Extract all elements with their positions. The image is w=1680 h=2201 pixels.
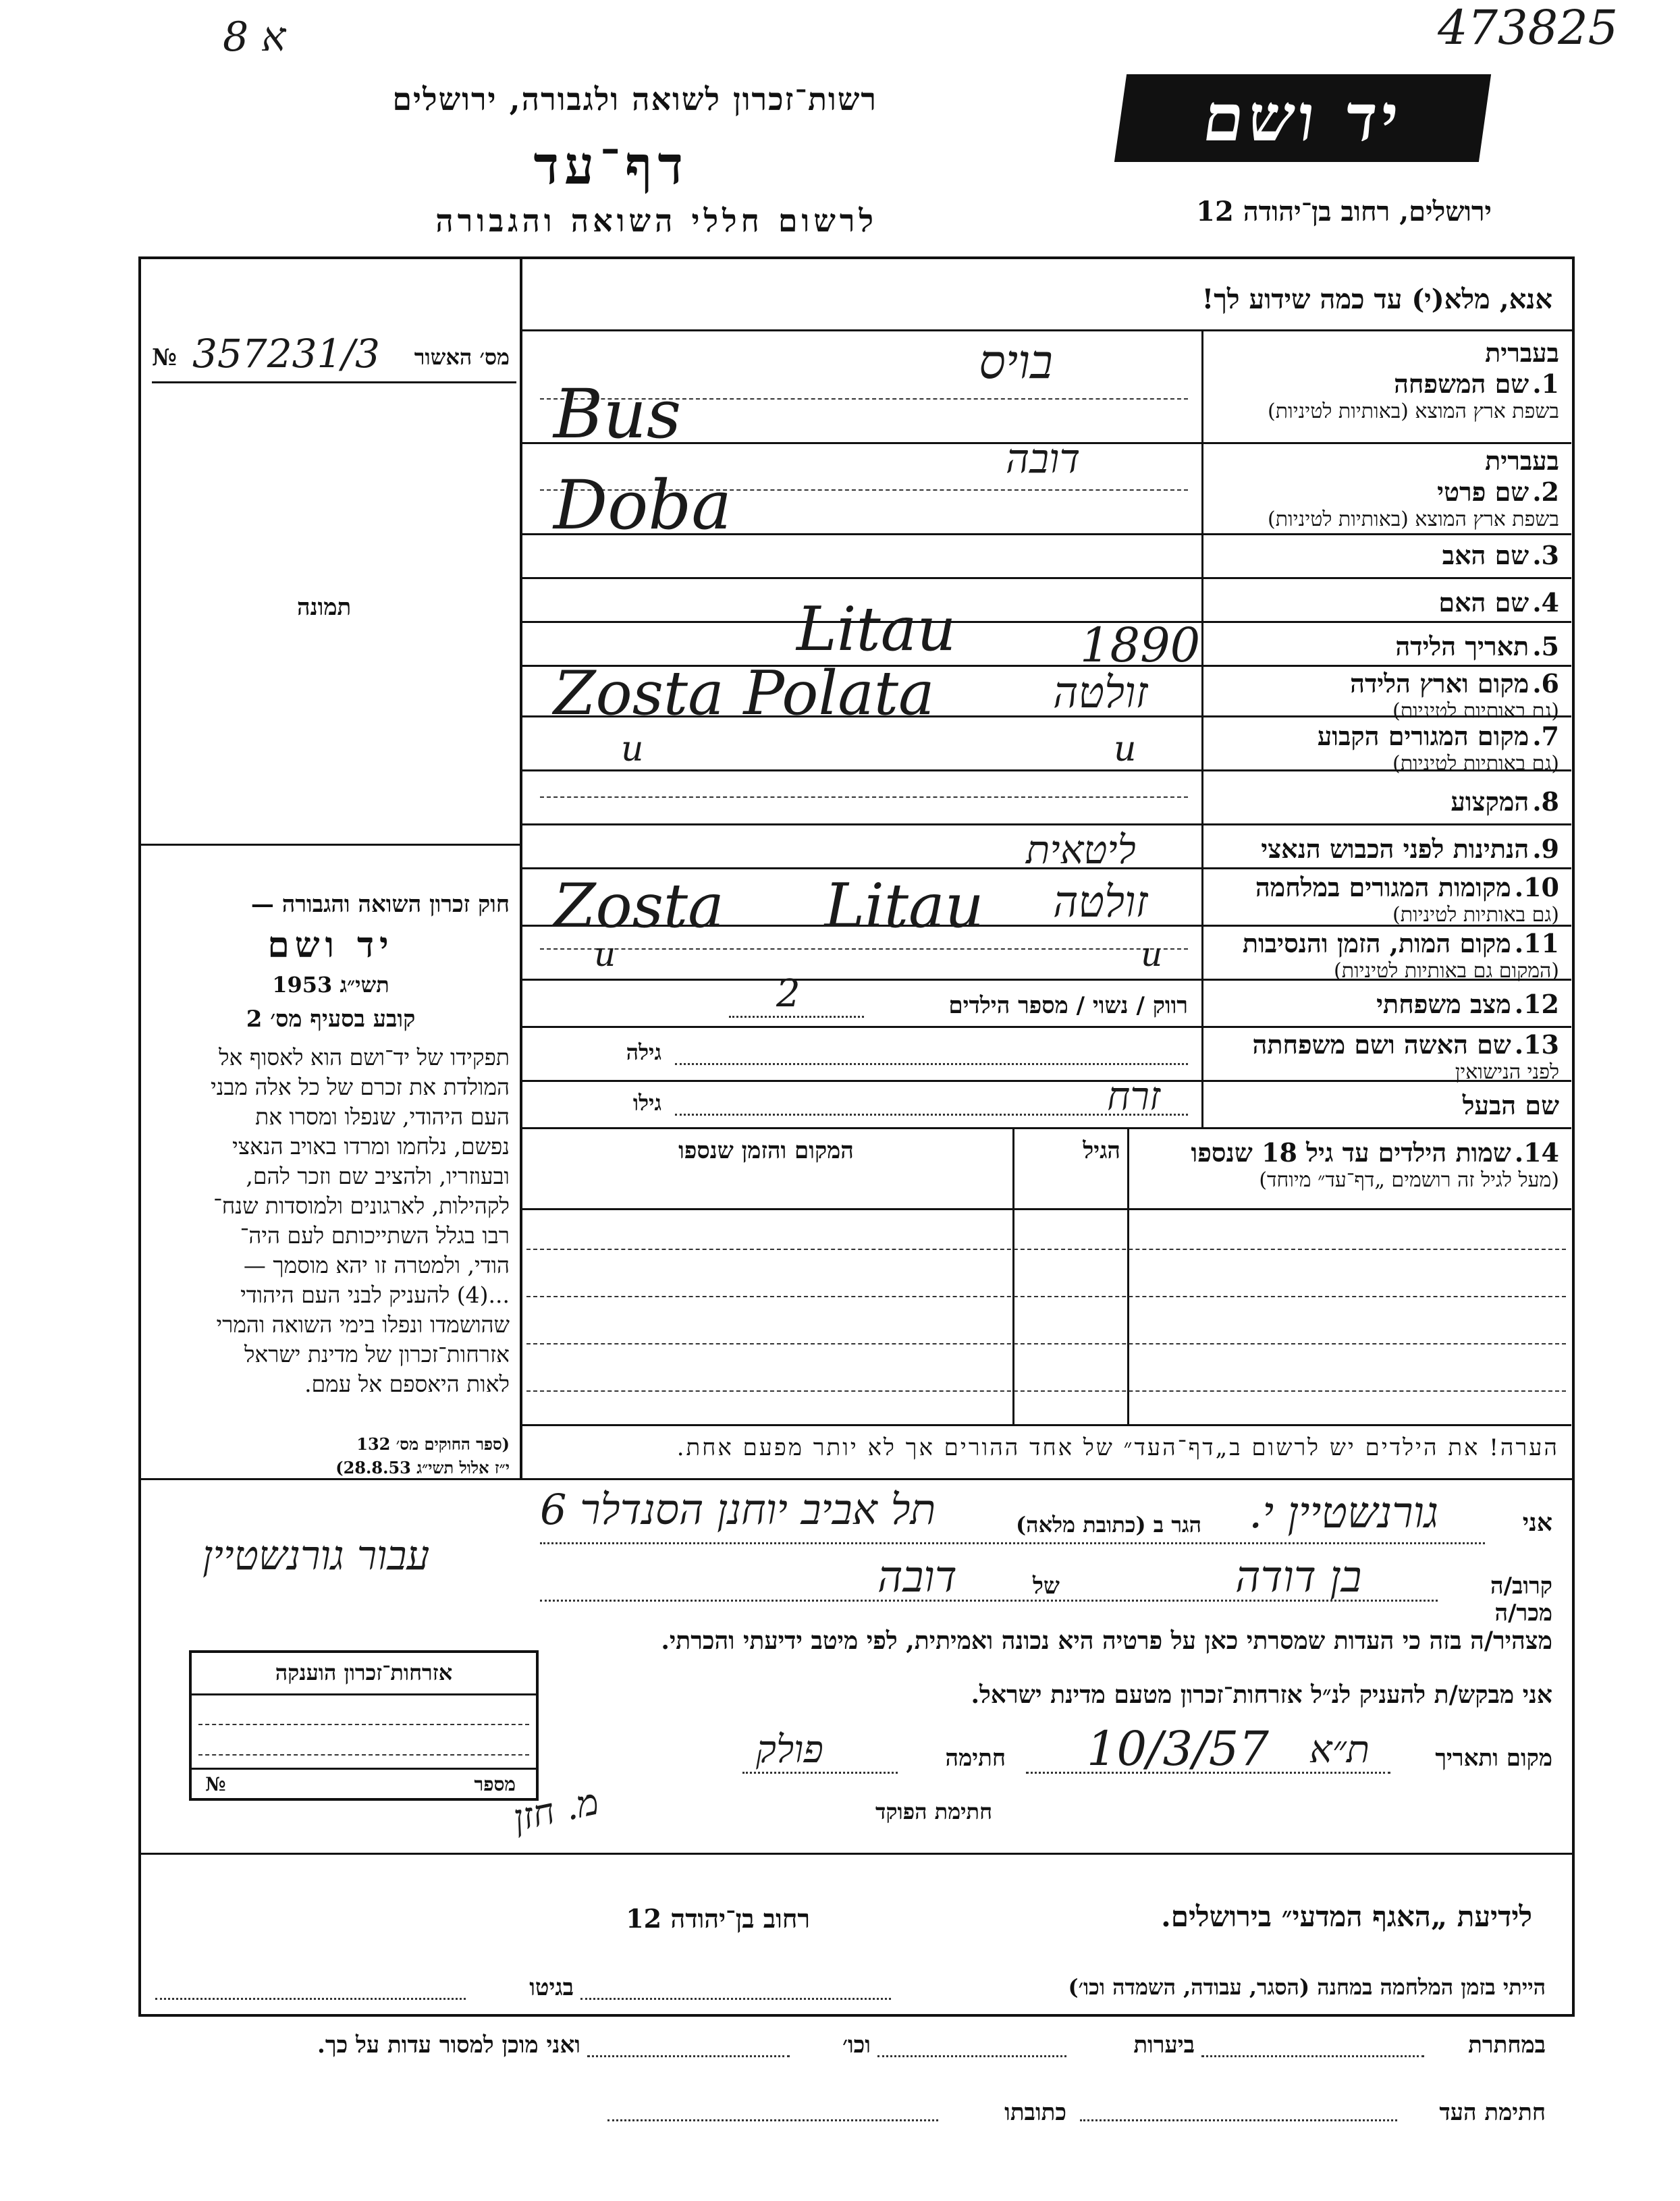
field-status-label: מצב משפחתי (1376, 989, 1511, 1019)
approval-field[interactable] (152, 331, 516, 378)
field-death-label: מקום המות, הזמן והנסיבות (1242, 928, 1511, 958)
instruction: אנא, מלא(י) עד כמה שידוע לך! (1201, 283, 1552, 315)
law-line: ...(4) להעניק לבני העם היהודי (240, 1282, 510, 1308)
field-family-name-sub: בשפת ארץ המוצא (באותיות לטיניות) (1268, 400, 1559, 423)
field-children (1141, 1137, 1559, 1192)
certificate-box (189, 1650, 539, 1801)
field-wartime-sub: (גם באותיות לטיניות) (1392, 903, 1559, 927)
field-first-name-sub: בשפת ארץ המוצא (באותיות לטיניות) (1268, 508, 1559, 531)
of-label: של (1033, 1573, 1060, 1600)
field-death-place (1208, 928, 1559, 983)
field-birth-date (1208, 631, 1559, 662)
place-value[interactable]: ת״א (1309, 1728, 1370, 1772)
certificate-title: אזרחות־זכרון הוענקה (275, 1660, 453, 1685)
signature-label: חתימה (945, 1745, 1006, 1772)
value-birth-place-latin[interactable]: Zosta Polata (553, 658, 935, 729)
field-children-num: 14. (1514, 1137, 1559, 1168)
bottom-title: לידיעת „האגף המדעי״ בירושלים. (1161, 1900, 1532, 1933)
law-line: נפשם, נלחמו ומרדו באויב הנאצי (232, 1133, 510, 1160)
witness-signature-label: חתימת העד (1439, 2099, 1546, 2126)
approval-no-symbol: № (152, 344, 177, 371)
of-value[interactable]: דובה (877, 1552, 957, 1602)
wife-age-label: גילה (626, 1039, 661, 1065)
field-birth-place-num: 6. (1532, 668, 1559, 699)
declarant-resident-label: הגר ב (כתובת מלאה) (1016, 1512, 1201, 1538)
value-birth-date[interactable]: 1890 (1080, 618, 1201, 673)
witness-address-label: כתובתו (1004, 2099, 1066, 2126)
field-family-name (1208, 337, 1559, 423)
law-year: תשי״ג 1953 (272, 972, 389, 998)
approval-label: מס׳ האשור (414, 344, 510, 370)
field-mother-label: שם האם (1438, 587, 1529, 618)
field-profession-num: 8. (1532, 786, 1559, 817)
field-mother-name (1208, 587, 1559, 618)
place-date-label: מקום ותאריך (1435, 1745, 1552, 1772)
field-profession-label: המקצוע (1451, 786, 1529, 817)
certificate-no-symbol: № (205, 1773, 226, 1795)
field-father-num: 3. (1532, 540, 1559, 570)
field-citizenship (1208, 834, 1559, 865)
field-citizenship-num: 9. (1532, 834, 1559, 864)
law-line: ובעוזריו, ולהציב שם וזכר להם, (246, 1163, 510, 1189)
date-value[interactable]: 10/3/57 (1087, 1721, 1269, 1776)
declarant-signer[interactable]: עבור גורנשטיין (202, 1532, 430, 1579)
camp-question: הייתי בזמן המלחמה במחנה (הסגר, עבודה, השמדה וכו׳) (1068, 1974, 1546, 2000)
value-death-a[interactable]: u (594, 935, 616, 974)
field-status-num: 12. (1514, 989, 1559, 1019)
form-title: דף־עד (533, 135, 688, 196)
logo-text: יד ושם (1198, 80, 1407, 156)
value-residence-b[interactable]: u (1114, 729, 1137, 769)
field-wartime-residence (1208, 872, 1559, 927)
certificate-number-label: מספר (474, 1773, 516, 1795)
field-first-name (1208, 445, 1559, 531)
law-line: הודי, ולמטרה זו יהא מוסמך — (243, 1252, 510, 1278)
underground-label: במחתרת (1468, 2032, 1546, 2059)
field-birth-place-sub: (גם באותיות לטיניות) (1392, 699, 1559, 723)
children-age-header: הגיל (1083, 1137, 1120, 1164)
relation-value[interactable]: בן דודה (1235, 1552, 1362, 1602)
field-birth-place-label: מקום וארץ הלידה (1350, 668, 1529, 699)
field-wife-sub: לפני הנישואין (1455, 1060, 1559, 1084)
declarant-ani: אני (1522, 1509, 1552, 1537)
value-death-b[interactable]: u (1141, 935, 1163, 974)
approval-number: 357231/3 (192, 331, 380, 377)
photo-label: תמונה (297, 594, 352, 621)
law-footnote-2: י״ז אלול תשי״ג 28.8.53) (335, 1458, 510, 1477)
field-first-name-num: 2. (1532, 477, 1559, 507)
field-family-name-num: 1. (1532, 369, 1559, 399)
field-residence (1208, 721, 1559, 776)
declaration-text: מצהיר/ה בזה כי העדות שמסרתי כאן על פרטיה היא נכונה ואמיתית, לפי מיטב ידיעתי והכרתי. (661, 1627, 1552, 1655)
field-father-name (1208, 540, 1559, 571)
corner-mark: 8 א (223, 13, 286, 61)
law-text (152, 1043, 510, 1399)
law-line: לאות היאספם אל עמם. (304, 1371, 510, 1397)
law-title: חוק זכרון השואה והגבורה — (250, 891, 510, 918)
field-wartime-num: 10. (1514, 872, 1559, 902)
law-line: שהושמדו ונפלו בימי השואה והמרי (216, 1311, 510, 1338)
field-mother-num: 4. (1532, 587, 1559, 618)
value-children-count[interactable]: 2 (776, 972, 801, 1016)
value-residence-a[interactable]: u (621, 729, 644, 769)
field-first-name-lang: בעברית (1485, 445, 1559, 476)
law-line: לקהילות, לארגונים ולמוסדות שנח־ (213, 1193, 510, 1219)
law-line: העם היהודי, שנפלו ומסרו את (255, 1104, 510, 1130)
ghetto-label: בגיטו (529, 1974, 574, 2001)
law-footnote-1: (ספר החוקים מס׳ 132 (356, 1434, 510, 1454)
law-line: המולדת את זכרם של כל אלה מבני (211, 1074, 510, 1100)
declarant-address[interactable]: תל אביב יוחנן הסנדלר 6 (540, 1485, 936, 1534)
field-death-num: 11. (1514, 928, 1559, 958)
officer-label: חתימת הפוקד (875, 1799, 992, 1824)
law-line: אזרחות־זכרון של מדינת ישראל (244, 1341, 510, 1367)
children-place-header: המקום והזמן שנספו (678, 1137, 854, 1164)
field-residence-label: מקום המגורים הקבוע (1317, 721, 1529, 751)
field-profession (1208, 786, 1559, 817)
field-citizenship-label: הנתינות לפני הכבוש הנאצי (1261, 834, 1529, 864)
field-residence-num: 7. (1532, 721, 1559, 751)
declarant-name[interactable]: גורנשטיין י. (1249, 1488, 1439, 1538)
value-wartime-latin[interactable]: Zosta Litau (553, 871, 984, 942)
value-birth-place-he[interactable]: זולטה (1053, 668, 1148, 718)
law-name: יד ושם (267, 925, 394, 966)
field-father-label: שם האב (1442, 540, 1529, 570)
etc-label: וכו׳ (842, 2032, 871, 2059)
family-status-options[interactable]: רווק / נשוי / מספר הילדים (948, 992, 1188, 1019)
signature-value[interactable]: פולק (756, 1728, 823, 1772)
testimony-statement: ואני מוכן למסור עדות על כך. (317, 2032, 580, 2059)
value-family-name-he[interactable]: בויס (979, 334, 1053, 389)
value-first-name-latin[interactable]: Doba (553, 466, 732, 545)
header-address: ירושלים, רחוב בן־יהודה 12 (1196, 196, 1492, 227)
officer-signature[interactable]: מ. חזן (509, 1780, 603, 1840)
value-wartime-he[interactable]: זולטה (1053, 877, 1148, 927)
forests-label: ביערות (1133, 2032, 1195, 2059)
field-birth-date-num: 5. (1532, 631, 1559, 661)
bottom-address: רחוב בן־יהודה 12 (626, 1903, 810, 1934)
children-note: הערה! את הילדים יש לרשום ב„דף־העד״ של אחד ההורים אך לא יותר מפעם אחת. (676, 1434, 1559, 1461)
field-first-name-label: שם פרטי (1437, 477, 1529, 507)
law-clause: קובע בסעיף מס׳ 2 (246, 1006, 416, 1033)
value-first-name-he[interactable]: דובה (1006, 435, 1081, 483)
field-wife-label: שם האשה ושם משפחתה (1252, 1029, 1511, 1060)
field-family-name-label: שם המשפחה (1394, 369, 1529, 399)
husband-age-label: גילו (632, 1090, 661, 1116)
field-children-label: שמות הילדים עד גיל 18 שנספו (1191, 1137, 1511, 1168)
field-residence-sub: (גם באותיות לטיניות) (1392, 752, 1559, 776)
law-line: רבו בגלל השתייכותם לעם היה־ (240, 1222, 510, 1249)
yad-vashem-logo (1114, 74, 1491, 162)
field-wartime-label: מקומות המגורים במלחמה (1255, 872, 1511, 902)
field-husband-label: שם הבעל (1462, 1090, 1559, 1120)
value-birth-country[interactable]: Litau (796, 594, 956, 665)
field-death-sub: (המקום גם באותיות לטיניות) (1333, 959, 1559, 983)
form-subtitle: לרשום חללי השואה והגבורה (435, 202, 877, 239)
field-children-sub: (מעל לגיל זה רושמים „דף־עד״ מיוחד) (1259, 1168, 1559, 1192)
value-family-name-latin[interactable]: Bus (553, 375, 682, 454)
field-family-status (1208, 989, 1559, 1020)
field-wife-num: 13. (1514, 1029, 1559, 1060)
field-birth-place (1208, 668, 1559, 723)
value-citizenship[interactable]: ליטאית (1026, 827, 1136, 873)
authority-name: רשות־זכרון לשואה ולגבורה, ירושלים (392, 81, 877, 117)
archive-number: 473825 (1438, 0, 1619, 55)
value-husband-name[interactable]: זרח (1107, 1073, 1160, 1119)
field-wife-name (1208, 1029, 1559, 1084)
law-line: תפקידו של יד־ושם הוא לאסוף אל (219, 1044, 510, 1070)
relation-label: קרוב/ה מכר/ה (1490, 1573, 1552, 1627)
field-birth-date-label: תאריך הלידה (1395, 631, 1529, 661)
field-family-name-lang: בעברית (1485, 337, 1559, 368)
request-text: אני מבקש/ת להעניק לנ״ל אזרחות־זכרון מטעם מדינת ישראל. (971, 1681, 1552, 1709)
